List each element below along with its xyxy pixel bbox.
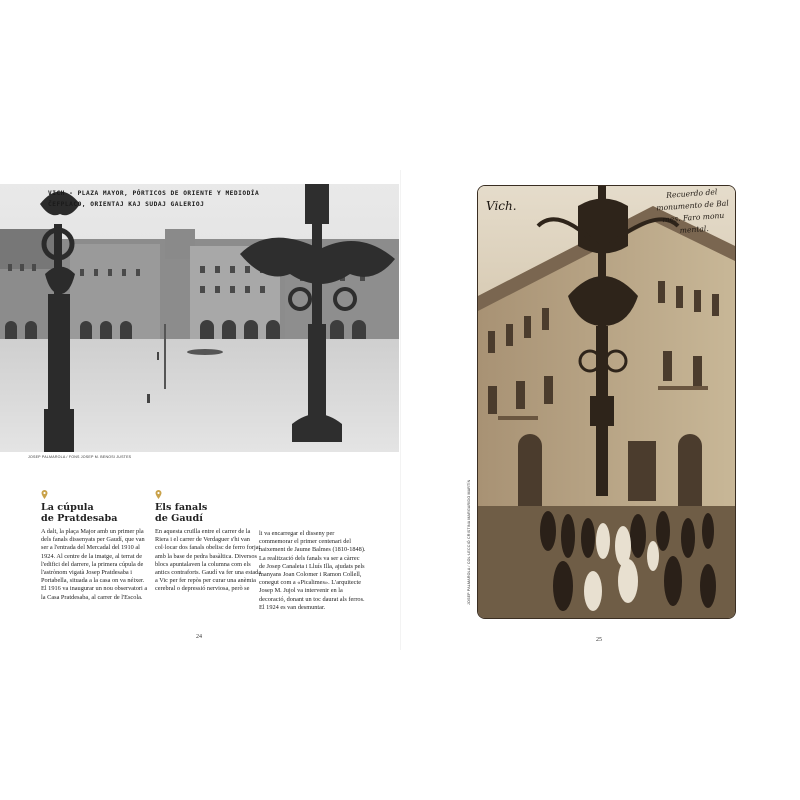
postcard-handwriting: Recuerdo del monumento de Bal mes. Faro monu mental. [656,187,730,235]
section-body: A dalt, la plaça Major amb un primer pla dels fanals dissenyats per Gaudí, que van ser a l'entrada del Mercadal del 1910 al 1924. Al centre de la imatge, al terrat de l'edifici del darrere, la primera cúpula de l'astrònom vigatà Josep Pratdesaba i Portabella, situada a la casa on va néixer. El 1916 va inaugurar un nou observatori a la Casa Pratdesaba, al carrer de l'Escola. [41,528,148,601]
plaza-major-photo [0,184,399,452]
section-heading: La cúpula de Pratdesaba [41,502,118,524]
section-heading: Els fanals de Gaudí [155,502,208,524]
spread-gutter [400,170,401,650]
map-pin-icon [155,490,162,499]
photo-credit: JOSEP PALMAROLA / FONS JOSEP M. BENOSI JUSTES [28,455,132,459]
photo-caption-line1: VICH - PLAZA MAYOR, PÓRTICOS DE ORIENTE Y MEDIODÍA [48,190,260,197]
map-pin-icon [41,490,48,499]
gaudi-lamp-postcard [478,186,735,618]
section-body-part2: li va encarregar el disseny per commemorar el primer centenari del naixement de Jaume Balmes (1810-1848). La realització dels fanals va ser a càrrec de Josep Canaleta i Lluís Illa, ajudats pels manyans Joan Colomer i Ramon Collell, conegut com a «Picalimes». L'arquitecte Josep M. Jujol va intervenir en la decoració, donant un toc daurat als ferros. El 1924 es van desmuntar. [259,530,366,611]
section-body-part1: En aquesta cruïlla entre el carrer de la Riera i el carrer de Verdaguer s'hi van col·locar dos fanals obelisc de ferro forjat amb la base de pedra basàltica. Diversos blocs apuntalaven la columna com els antics contraforts. Gaudí va fer una estada a Vic per fer repòs per curar una anèmia cerebral o depressió nerviosa, però se [155,528,262,593]
section-fanals-continued [259,530,367,612]
postcard-credit: JOSEP PALMAROLA / COL·LECCIÓ CRISTINA MARGARIDO MARTÍN [467,479,471,605]
postcard-title: Vich. [486,199,517,213]
page-number-right: 25 [596,637,602,643]
section-cupula [41,490,151,602]
section-fanals [155,490,265,594]
page-number-left: 24 [196,634,202,640]
photo-caption-line2: ĈEFPLACO, ORIENTAJ KAJ SUDAJ GALERIOJ [48,201,205,208]
